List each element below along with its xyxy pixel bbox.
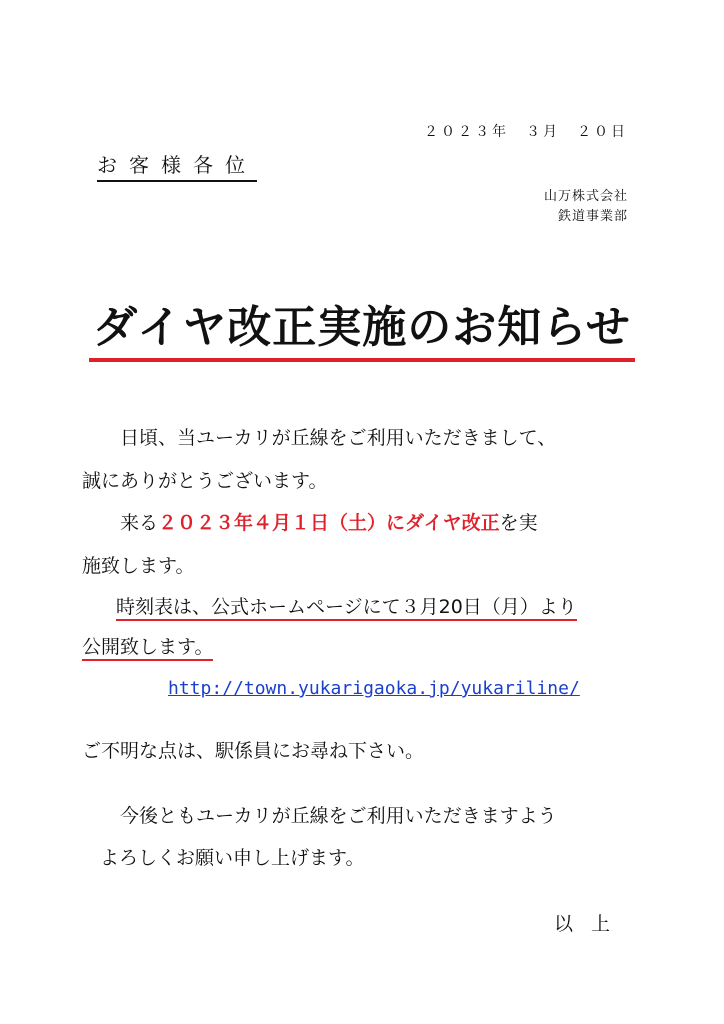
paragraph-1-line-2: 誠にありがとうございます。 <box>82 470 328 492</box>
paragraph-2-line-1 <box>120 510 538 536</box>
paragraph-3-line-1-wrap <box>116 594 577 620</box>
url-wrap <box>168 678 580 699</box>
notice-title: ダイヤ改正実施のお知らせ <box>89 300 635 362</box>
paragraph-5-line-1: 今後ともユーカリが丘線をご利用いただきますよう <box>120 805 557 827</box>
paragraph-5-line-2: よろしくお願い申し上げます。 <box>100 847 365 869</box>
closing-mark: 以上 <box>553 913 628 935</box>
timetable-notice-line-1: 時刻表は、公式ホームページにて３月20日（月）より <box>116 596 577 621</box>
paragraph-4: ご不明な点は、駅係員にお尋ね下さい。 <box>82 740 425 762</box>
paragraph-2-line-2: 施致します。 <box>82 555 195 577</box>
salutation: お客様各位 <box>97 152 257 182</box>
issuer-block <box>544 187 628 227</box>
timetable-notice-line-2: 公開致します。 <box>82 636 213 661</box>
notice-title-wrap <box>0 300 724 362</box>
paragraph-3-line-2-wrap <box>82 634 213 660</box>
paragraph-2-suffix: を実 <box>499 512 538 534</box>
official-homepage-link[interactable]: http://town.yukarigaoka.jp/yukariline/ <box>168 678 580 699</box>
paragraph-1-line-1: 日頃、当ユーカリが丘線をご利用いただきまして、 <box>120 427 557 449</box>
department-name: 鉄道事業部 <box>557 209 628 224</box>
company-name: 山万株式会社 <box>543 189 628 204</box>
issue-date: ２０２３年 ３月 ２０日 <box>424 124 628 140</box>
revision-date-highlight: ２０２３年４月１日（土）にダイヤ改正 <box>158 512 500 534</box>
paragraph-2-prefix: 来る <box>120 512 159 534</box>
